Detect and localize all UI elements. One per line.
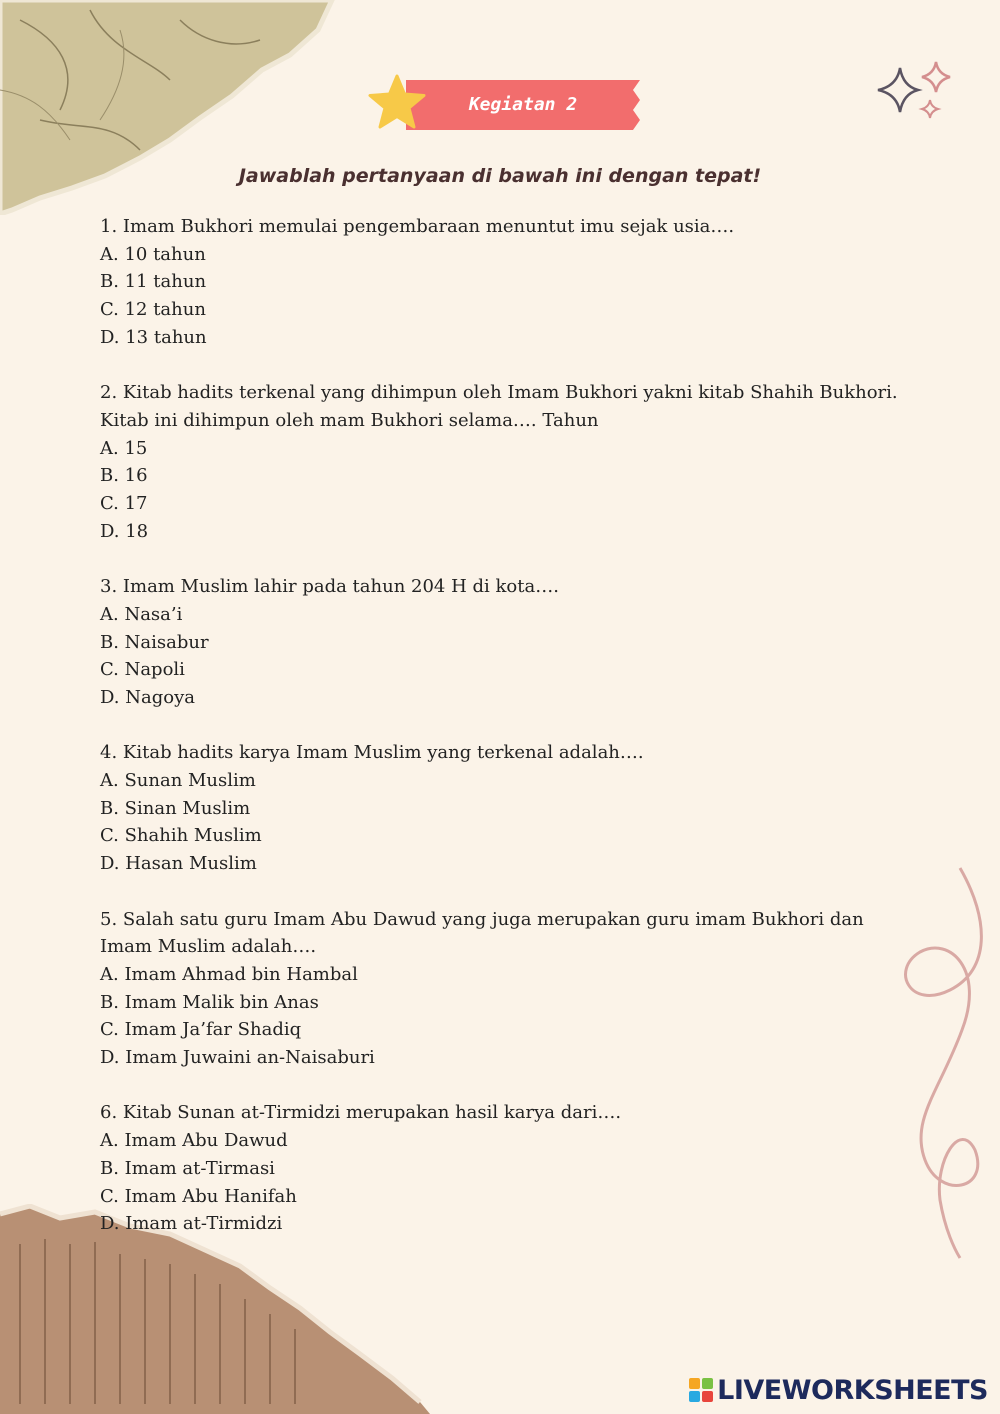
option-b[interactable]: B. 16: [100, 465, 148, 487]
option-d[interactable]: D. 13 tahun: [100, 326, 207, 348]
option-c[interactable]: C. Imam Ja’far Shadiq: [100, 1019, 302, 1041]
brand-name: LIVEWORKSHEETS: [717, 1374, 988, 1406]
question-1: [100, 213, 910, 352]
option-c[interactable]: C. Shahih Muslim: [100, 825, 262, 847]
option-b[interactable]: B. Imam Malik bin Anas: [100, 991, 319, 1013]
question-text: 3. Imam Muslim lahir pada tahun 204 H di kota….: [100, 576, 559, 598]
option-a[interactable]: A. 15: [100, 437, 148, 459]
question-3: [100, 573, 910, 712]
option-b[interactable]: B. 11 tahun: [100, 271, 207, 293]
option-b[interactable]: B. Naisabur: [100, 631, 209, 653]
option-d[interactable]: D. Imam at-Tirmidzi: [100, 1213, 283, 1235]
question-text: 4. Kitab hadits karya Imam Muslim yang terkenal adalah….: [100, 742, 644, 764]
option-a[interactable]: A. Imam Ahmad bin Hambal: [100, 963, 358, 985]
option-a[interactable]: A. Imam Abu Dawud: [100, 1130, 288, 1152]
star-icon: [366, 72, 428, 134]
option-b[interactable]: B. Sinan Muslim: [100, 797, 251, 819]
banner-title: Kegiatan 2: [468, 94, 578, 115]
question-text: 2. Kitab hadits terkenal yang dihimpun oleh Imam Bukhori yakni kitab Shahih Bukhori. Kitab ini dihimpun oleh mam Bukhori selama…. Tahun: [100, 382, 898, 431]
liveworksheets-logo-icon: [689, 1378, 713, 1402]
option-b[interactable]: B. Imam at-Tirmasi: [100, 1157, 275, 1179]
question-6: [100, 1099, 910, 1238]
liveworksheets-brand[interactable]: [689, 1374, 988, 1406]
option-c[interactable]: C. 12 tahun: [100, 299, 206, 321]
option-a[interactable]: A. 10 tahun: [100, 243, 206, 265]
question-list: [100, 213, 910, 1266]
question-5: [100, 906, 910, 1072]
option-a[interactable]: A. Sunan Muslim: [100, 770, 256, 792]
option-c[interactable]: C. Imam Abu Hanifah: [100, 1185, 297, 1207]
activity-banner: [366, 72, 642, 136]
question-text: 6. Kitab Sunan at-Tirmidzi merupakan hasil karya dari….: [100, 1102, 622, 1124]
option-c[interactable]: C. 17: [100, 493, 148, 515]
option-d[interactable]: D. 18: [100, 520, 149, 542]
sparkle-icon: [872, 58, 962, 128]
instruction-heading: Jawablah pertanyaan di bawah ini dengan tepat!: [238, 165, 762, 187]
option-a[interactable]: A. Nasa’i: [100, 603, 183, 625]
question-text: 1. Imam Bukhori memulai pengembaraan menuntut imu sejak usia….: [100, 216, 735, 237]
question-4: [100, 739, 910, 878]
option-d[interactable]: D. Nagoya: [100, 686, 195, 708]
option-c[interactable]: C. Napoli: [100, 659, 185, 681]
option-d[interactable]: D. Hasan Muslim: [100, 853, 257, 875]
option-d[interactable]: D. Imam Juwaini an-Naisaburi: [100, 1047, 375, 1069]
question-text: 5. Salah satu guru Imam Abu Dawud yang juga merupakan guru imam Bukhori dan Imam Muslim adalah….: [100, 908, 864, 958]
question-2: [100, 379, 910, 545]
